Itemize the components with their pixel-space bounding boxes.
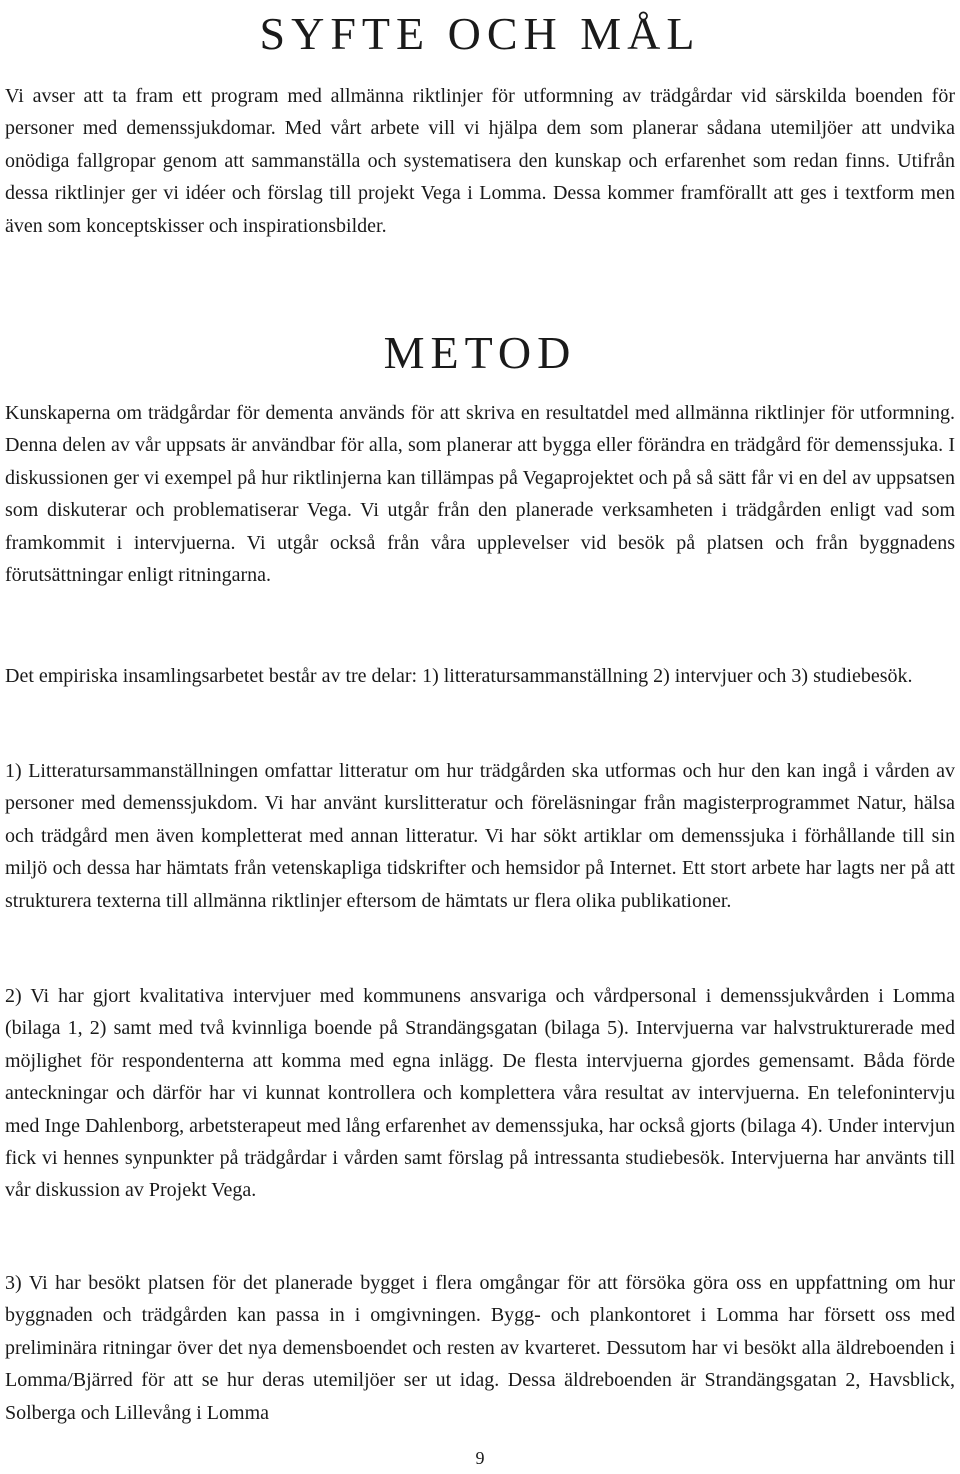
- paragraph-literature: 1) Litteratursammanställningen omfattar litteratur om hur trädgården ska utformas och hur den kan ingå i vården av personer med demenssjukdom. Vi har använt kurslitteratur och föreläsningar från magisterprogrammet Natur, hälsa och trädgård men även kompletterat med annan litteratur. Vi har sökt artiklar om demenssjuka i förhållande till sin miljö och dessa har hämtats från vetenskapliga tidskrifter och hemsidor på Internet. Ett stort arbete har lagts ner på att strukturera texterna till allmänna riktlinjer eftersom de hämtats ur flera olika publikationer.: [5, 760, 955, 912]
- section-title-metod: METOD: [383, 327, 577, 378]
- paragraph-metod-intro: Kunskaperna om trädgårdar för dementa används för att skriva en resultatdel med allmänna riktlinjer för utformning. Denna delen av vår uppsats är användbar för alla, som planerar att bygga eller förändra en trädgård för demenssjuka. I diskussionen ger vi exempel på hur riktlinjerna kan tillämpas på Vegaprojektet och på så sätt får vi en del av uppsatsen som diskuterar och problematiserar Vega. Vi utgår från den planerade verksamheten i trädgården enligt vad som framkommit i intervjuerna. Vi utgår också från våra upplevelser vid besök på platsen och från byggnadens förutsättningar enligt ritningarna.: [5, 402, 955, 587]
- paragraph-interviews: 2) Vi har gjort kvalitativa intervjuer med kommunens ansvariga och vårdpersonal i demenssjukvården i Lomma (bilaga 1, 2) samt med två kvinnliga boende på Strandängsgatan (bilaga 5). Intervjuerna var halvstrukturerade med möjlighet för respondenterna att komma med egna inlägg. De flesta intervjuerna gjordes gemensamt. Båda förde anteckningar och därför har vi kunnat kontrollera och komplettera våra resultat av intervjuerna. En telefonintervju med Inge Dahlenborg, arbetsterapeut med lång erfarenhet av demenssjuka, har också gjorts (bilaga 4). Under intervjun fick vi hennes synpunkter på trädgårdar i vården samt förslag på intressanta studiebesök. Intervjuerna har använts till vår diskussion av Projekt Vega.: [5, 985, 955, 1202]
- page-number: 9: [475, 1448, 485, 1468]
- paragraph-syfte: Vi avser att ta fram ett program med allmänna riktlinjer för utformning av trädgårdar vid särskilda boenden för personer med demenssjukdomar. Med vårt arbete vill vi hjälpa dem som planerar sådana utemiljöer att undvika onödiga fallgropar genom att sammanställa och systematisera den kunskap och erfarenhet som redan finns. Utifrån dessa riktlinjer ger vi idéer och förslag till projekt Vega i Lomma. Dessa kommer framförallt att ges i textform men även som konceptskisser och inspirationsbilder.: [5, 85, 955, 237]
- paragraph-empirical-parts: Det empiriska insamlingsarbetet består av tre delar: 1) litteratursammanställning 2) intervjuer och 3) studiebesök.: [5, 665, 913, 687]
- section-title-syfte: SYFTE OCH MÅL: [259, 8, 701, 59]
- paragraph-site-visits: 3) Vi har besökt platsen för det planerade bygget i flera omgångar för att försöka göra oss en uppfattning om hur byggnaden och trädgården kan passa in i omgivningen. Bygg- och plankontoret i Lomma har försett oss med preliminära ritningar över det nya demensboendet och resten av kvarteret. Dessutom har vi besökt alla äldreboenden i Lomma/Bjärred för att se hur deras utemiljöer ser ut idag. Dessa äldreboenden är Strandängsgatan 2, Havsblick, Solberga och Lillevång i Lomma: [5, 1272, 955, 1424]
